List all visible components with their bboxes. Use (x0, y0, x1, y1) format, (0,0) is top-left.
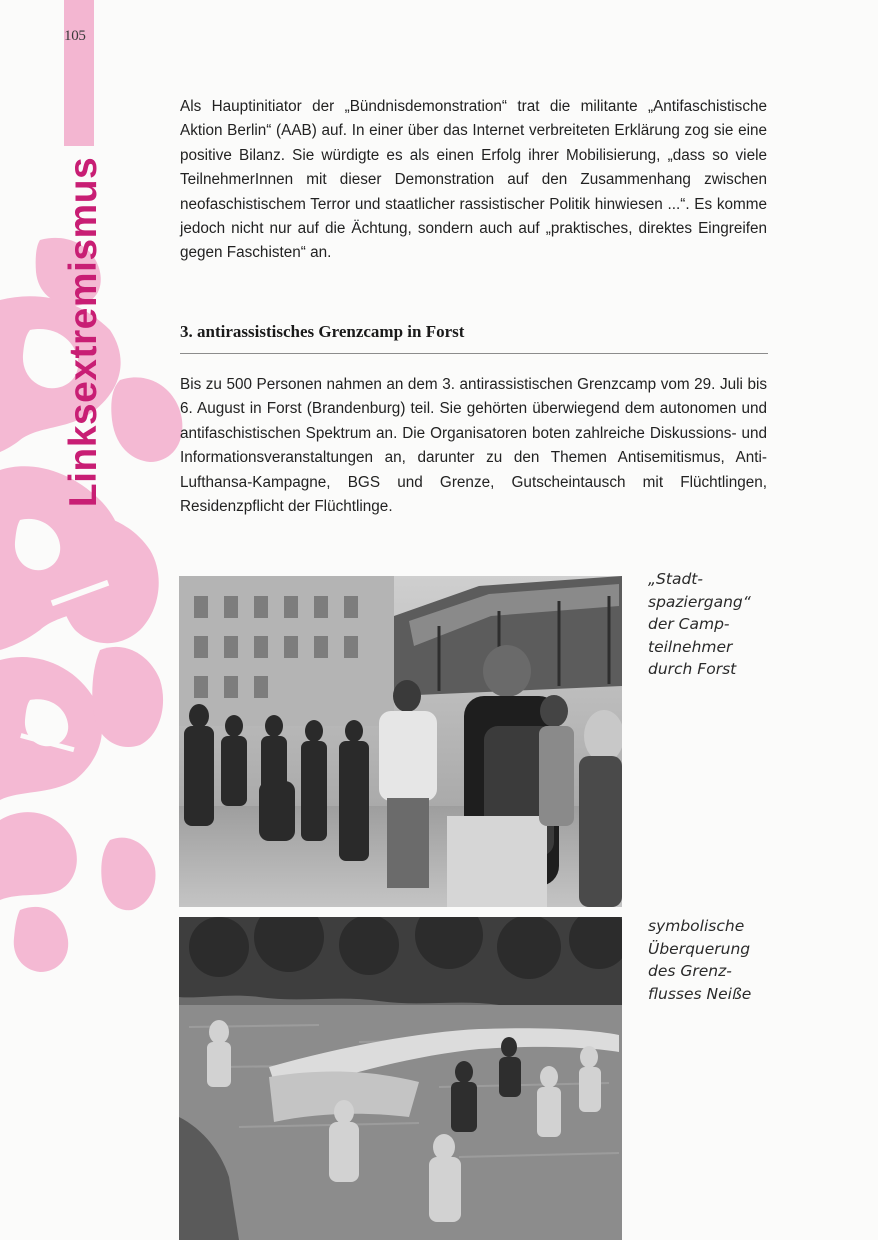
caption-line: teilnehmer (648, 637, 733, 656)
caption-line: der Camp- (648, 615, 730, 633)
heading-rule (180, 353, 768, 354)
pink-page-tab (64, 0, 94, 146)
body-paragraph-1: Als Hauptinitiator der „Bündnisdemonstration“ trat die militante „Antifaschistische Aktion Berlin“ (AAB) auf. In einer über das Internet verbreiteten Erklärung zog sie eine positive Bilanz. Sie würdigte es als einen Erfolg ihrer Mobilisierung, „dass so viele TeilnehmerInnen mit dieser Demonstration auf den Zusammenhang zwischen neofaschistischem Terror und staatlicher rassistischer Politik hinwiesen ...“. Es komme jedoch nicht nur auf die Ächtung, sondern auch auf „praktisches, direktes Eingreifen gegen Faschisten“ an. (180, 98, 767, 262)
page-number: 105 (64, 28, 86, 44)
body-paragraph-2: Bis zu 500 Personen nahmen an dem 3. antirassistischen Grenzcamp vom 29. Juli bis 6. August in Forst (Brandenburg) teil. Sie gehörten überwiegend dem autonomen und antifaschistischen Spektrum an. Die Organisatoren boten zahlreiche Diskussions- und Informationsveranstaltungen an, darunter zu den Themen Antisemitismus, Anti-Lufthansa-Kampagne, BGS und Grenze, Gutscheintausch mit Flüchtlingen, Residenzpflicht der Flüchtlinge. (180, 376, 767, 516)
caption-line: symbolische (648, 917, 745, 935)
section-label: Linksextremismus (62, 156, 105, 508)
caption-line: flusses Neiße (648, 984, 752, 1003)
photo-city-walk (179, 576, 622, 907)
caption-line: „Stadt- (648, 570, 703, 588)
caption-line: Überquerung (648, 939, 751, 958)
photo-caption-1 (648, 568, 778, 681)
photo-caption-2 (648, 915, 778, 1005)
photo-river-crossing (179, 917, 622, 1240)
caption-line: durch Forst (648, 660, 737, 678)
section-heading: 3. antirassistisches Grenzcamp in Forst (180, 322, 465, 341)
caption-line: spaziergang“ (648, 592, 751, 611)
caption-line: des Grenz- (648, 962, 732, 980)
